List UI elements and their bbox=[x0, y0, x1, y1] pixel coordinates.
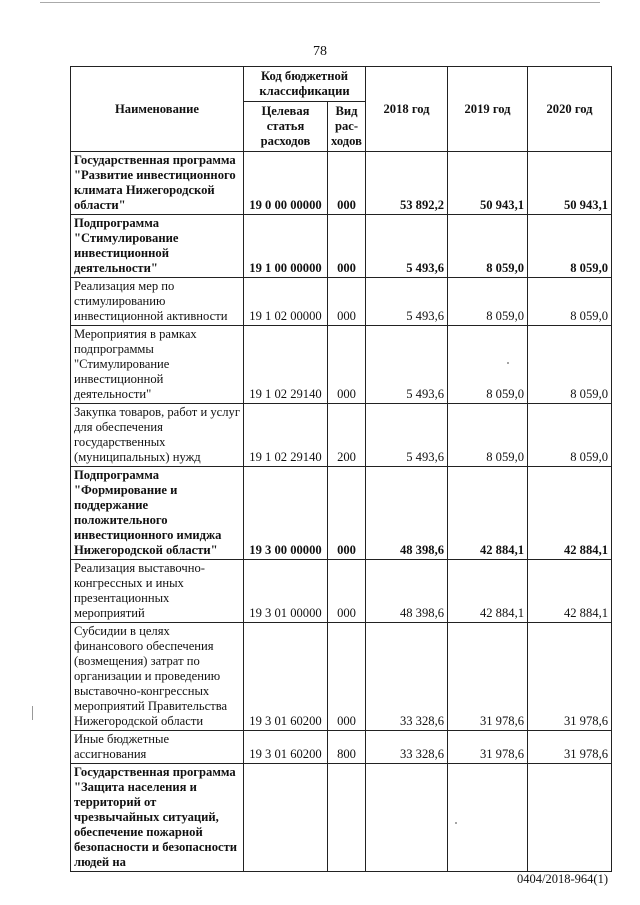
row-value-2018: 48 398,6 bbox=[366, 467, 448, 560]
row-value-2019: 31 978,6 bbox=[448, 731, 528, 764]
row-value-2018: 53 892,2 bbox=[366, 152, 448, 215]
row-value-2018: 33 328,6 bbox=[366, 623, 448, 731]
budget-table bbox=[70, 66, 612, 872]
row-name: Подпрограмма "Формирование и поддержание положительного инвестиционного имиджа Нижегородской области" bbox=[71, 467, 244, 560]
row-target-code: 19 1 02 00000 bbox=[244, 278, 328, 326]
row-expense-type: 200 bbox=[328, 404, 366, 467]
row-value-2018 bbox=[366, 764, 448, 872]
row-value-2020: 42 884,1 bbox=[528, 467, 612, 560]
document-code: 0404/2018-964(1) bbox=[517, 872, 608, 886]
row-target-code: 19 3 01 60200 bbox=[244, 623, 328, 731]
header-2020: 2020 год bbox=[528, 67, 612, 152]
row-name: Реализация выставочно-конгрессных и иных презентационных мероприятий bbox=[71, 560, 244, 623]
row-expense-type: 000 bbox=[328, 560, 366, 623]
row-name: Государственная программа "Развитие инвестиционного климата Нижегородской области" bbox=[71, 152, 244, 215]
row-expense-type: 000 bbox=[328, 623, 366, 731]
row-target-code: 19 1 02 29140 bbox=[244, 404, 328, 467]
row-value-2020 bbox=[528, 764, 612, 872]
table-row bbox=[71, 467, 612, 560]
row-value-2019: 8 059,0 bbox=[448, 278, 528, 326]
row-value-2020: 31 978,6 bbox=[528, 731, 612, 764]
row-expense-type: 000 bbox=[328, 326, 366, 404]
table-row bbox=[71, 560, 612, 623]
header-2018: 2018 год bbox=[366, 67, 448, 152]
scan-speck bbox=[507, 362, 509, 364]
row-value-2019: 50 943,1 bbox=[448, 152, 528, 215]
table-row bbox=[71, 215, 612, 278]
table-row bbox=[71, 326, 612, 404]
row-target-code: 19 3 01 00000 bbox=[244, 560, 328, 623]
row-name: Государственная программа "Защита населения и территорий от чрезвычайных ситуаций, обеспечение пожарной безопасности и безопасности людей на bbox=[71, 764, 244, 872]
scan-speck bbox=[455, 822, 457, 824]
row-value-2020: 8 059,0 bbox=[528, 278, 612, 326]
header-target-article: Целевая статья расходов bbox=[244, 102, 328, 152]
row-name: Закупка товаров, работ и услуг для обеспечения государственных (муниципальных) нужд bbox=[71, 404, 244, 467]
table-row bbox=[71, 764, 612, 872]
header-row bbox=[71, 67, 612, 102]
row-name: Подпрограмма "Стимулирование инвестиционной деятельности" bbox=[71, 215, 244, 278]
row-expense-type: 000 bbox=[328, 215, 366, 278]
row-value-2019: 31 978,6 bbox=[448, 623, 528, 731]
row-expense-type: 000 bbox=[328, 467, 366, 560]
table-row bbox=[71, 731, 612, 764]
table-row bbox=[71, 623, 612, 731]
row-name: Мероприятия в рамках подпрограммы "Стимулирование инвестиционной деятельности" bbox=[71, 326, 244, 404]
margin-mark bbox=[32, 706, 33, 720]
row-value-2020: 8 059,0 bbox=[528, 326, 612, 404]
row-value-2018: 5 493,6 bbox=[366, 278, 448, 326]
row-value-2020: 50 943,1 bbox=[528, 152, 612, 215]
header-kbk-group: Код бюджетной классификации bbox=[244, 67, 366, 102]
table-body bbox=[71, 152, 612, 872]
row-value-2020: 42 884,1 bbox=[528, 560, 612, 623]
row-value-2019: 8 059,0 bbox=[448, 326, 528, 404]
row-value-2019: 8 059,0 bbox=[448, 215, 528, 278]
header-2019: 2019 год bbox=[448, 67, 528, 152]
table-row bbox=[71, 404, 612, 467]
row-expense-type: 000 bbox=[328, 278, 366, 326]
row-name: Реализация мер по стимулированию инвестиционной активности bbox=[71, 278, 244, 326]
row-value-2018: 33 328,6 bbox=[366, 731, 448, 764]
row-value-2018: 5 493,6 bbox=[366, 326, 448, 404]
row-expense-type: 000 bbox=[328, 152, 366, 215]
row-value-2018: 5 493,6 bbox=[366, 404, 448, 467]
top-rule bbox=[40, 2, 600, 3]
row-target-code: 19 3 00 00000 bbox=[244, 467, 328, 560]
row-value-2020: 8 059,0 bbox=[528, 215, 612, 278]
header-name: Наименование bbox=[71, 67, 244, 152]
table-row bbox=[71, 278, 612, 326]
row-target-code: 19 1 02 29140 bbox=[244, 326, 328, 404]
row-target-code: 19 0 00 00000 bbox=[244, 152, 328, 215]
row-target-code bbox=[244, 764, 328, 872]
row-expense-type: 800 bbox=[328, 731, 366, 764]
row-value-2019 bbox=[448, 764, 528, 872]
row-value-2019: 42 884,1 bbox=[448, 467, 528, 560]
row-value-2020: 8 059,0 bbox=[528, 404, 612, 467]
page-number: 78 bbox=[313, 44, 327, 59]
table-row bbox=[71, 152, 612, 215]
row-value-2019: 42 884,1 bbox=[448, 560, 528, 623]
row-value-2019: 8 059,0 bbox=[448, 404, 528, 467]
row-name: Иные бюджетные ассигнования bbox=[71, 731, 244, 764]
header-expense-type: Вид рас- ходов bbox=[328, 102, 366, 152]
row-name: Субсидии в целях финансового обеспечения (возмещения) затрат по организации и проведению выставочно-конгрессных мероприятий Правительства Нижегородской области bbox=[71, 623, 244, 731]
row-value-2018: 48 398,6 bbox=[366, 560, 448, 623]
row-value-2018: 5 493,6 bbox=[366, 215, 448, 278]
row-value-2020: 31 978,6 bbox=[528, 623, 612, 731]
row-target-code: 19 1 00 00000 bbox=[244, 215, 328, 278]
row-target-code: 19 3 01 60200 bbox=[244, 731, 328, 764]
row-expense-type bbox=[328, 764, 366, 872]
